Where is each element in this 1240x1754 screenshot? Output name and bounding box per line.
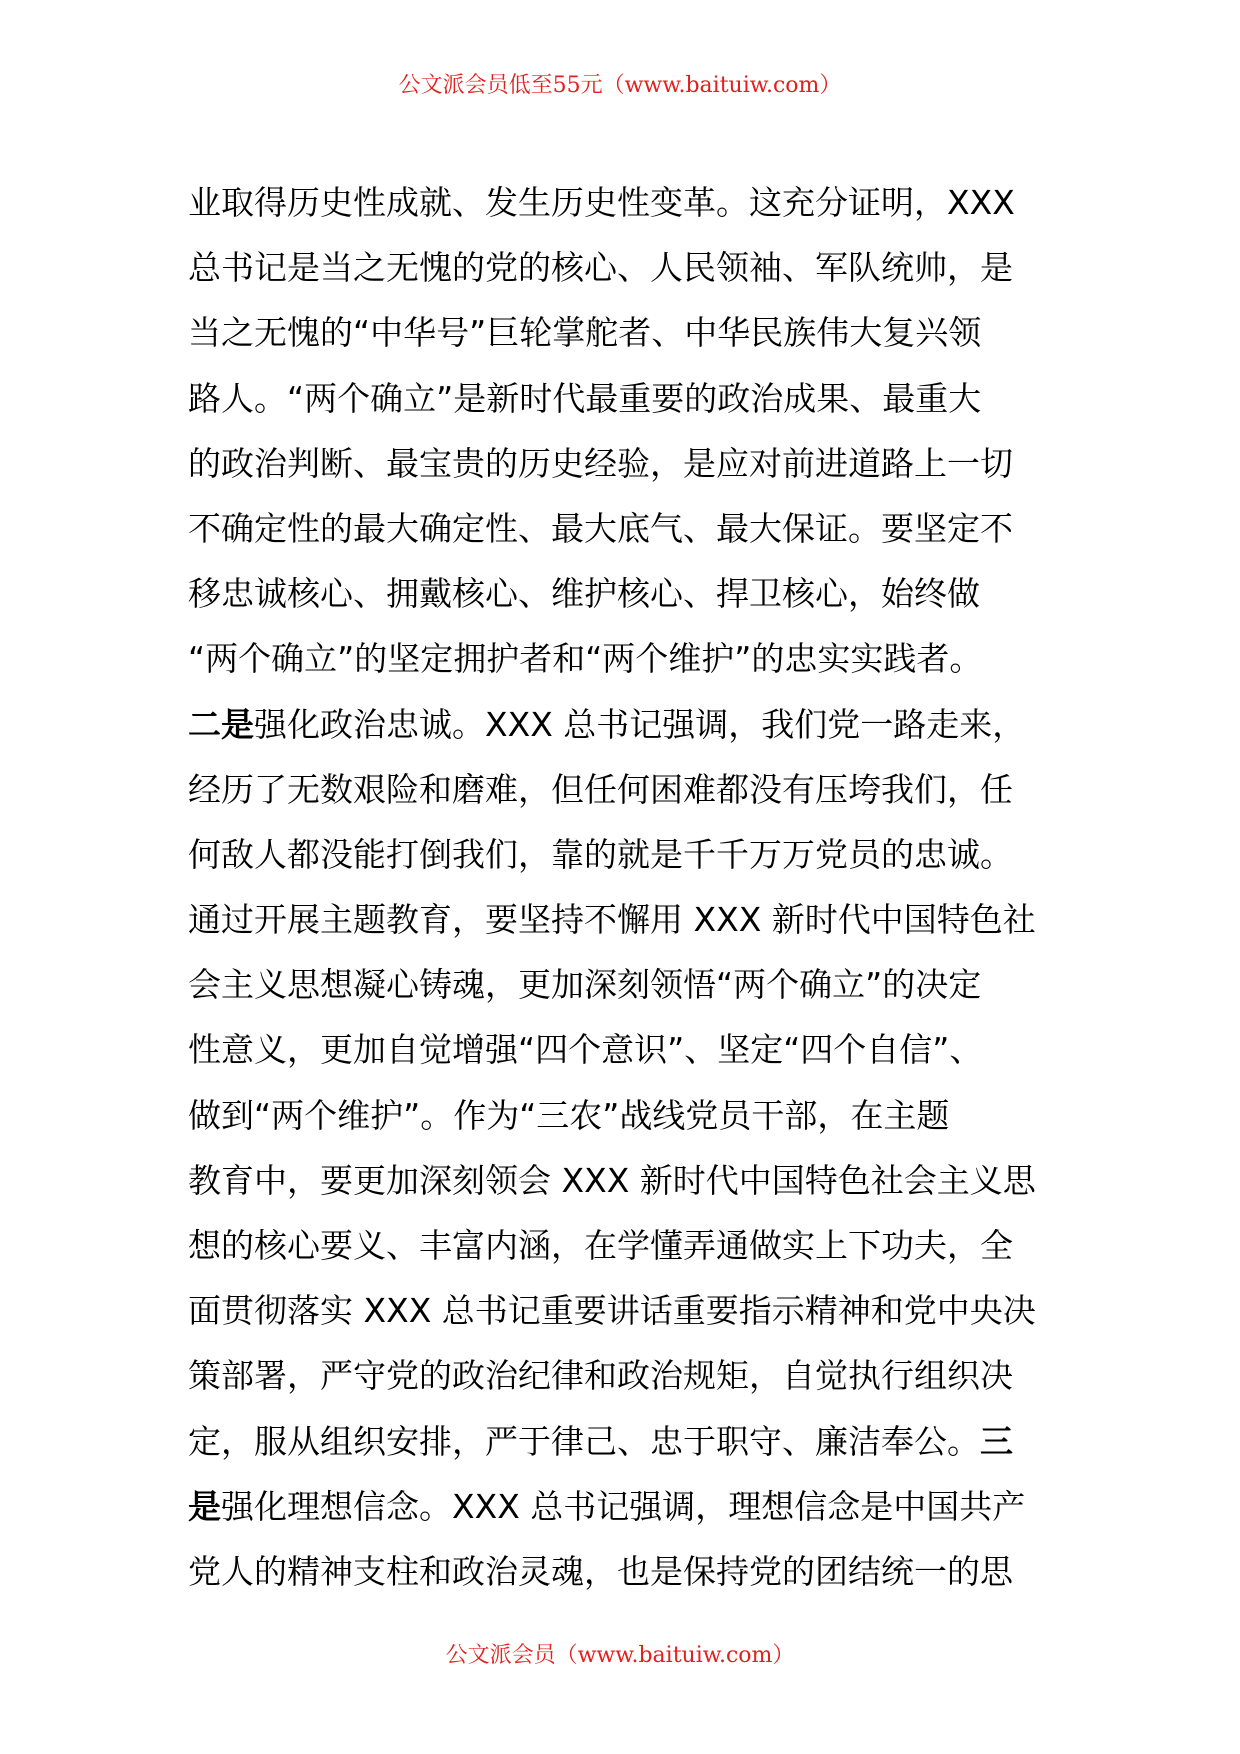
- text-line: [188, 1539, 1068, 1604]
- text-segment: 党人的精神支柱和政治灵魂，也是保持党的团结统一的思: [188, 1551, 1013, 1591]
- text-line: [188, 431, 1068, 496]
- text-segment: 经历了无数艰险和磨难，但任何困难都没有压垮我们，任: [188, 769, 1013, 809]
- text-segment: 业取得历史性成就、发生历史性变革。这充分证明，XXX: [188, 183, 1015, 222]
- text-line: [188, 366, 1068, 431]
- text-line: [188, 887, 1068, 952]
- text-line: [188, 757, 1068, 822]
- text-segment: 想的核心要义、丰富内涵，在学懂弄通做实上下功夫，全: [188, 1226, 1013, 1265]
- text-segment: 当之无愧的“中华号”巨轮掌舵者、中华民族伟大复兴领: [188, 313, 982, 353]
- text-segment: 强化理想信念。XXX 总书记强调，理想信念是中国共产: [221, 1486, 1026, 1526]
- text-line: [188, 1017, 1068, 1082]
- text-segment: 移忠诚核心、拥戴核心、维护核心、捍卫核心，始终做: [188, 574, 980, 614]
- text-line: [188, 1148, 1068, 1213]
- bold-text-segment: 三: [980, 1421, 1013, 1461]
- text-line: [188, 692, 1068, 757]
- header-banner: 公文派会员低至55元（www.baituiw.com）: [398, 73, 842, 98]
- footer-banner: 公文派会员（www.baituiw.com）: [445, 1643, 795, 1668]
- text-segment: 通过开展主题教育，要坚持不懈用 XXX 新时代中国特色社: [188, 900, 1036, 940]
- text-segment: 总书记是当之无愧的党的核心、人民领袖、军队统帅，是: [188, 248, 1013, 288]
- text-segment: 路人。“两个确立”是新时代最重要的政治成果、最重大: [188, 378, 982, 418]
- text-segment: 性意义，更加自觉增强“四个意识”、坚定“四个自信”、: [188, 1030, 983, 1070]
- text-line: [188, 626, 1068, 691]
- text-line: [188, 1474, 1068, 1539]
- text-line: [188, 561, 1068, 626]
- text-line: [188, 822, 1068, 887]
- text-line: [188, 1213, 1068, 1278]
- text-segment: 定，服从组织安排，严于律己、忠于职守、廉洁奉公。: [188, 1421, 980, 1461]
- text-line: [188, 235, 1068, 300]
- bold-text-segment: 是: [188, 1486, 221, 1526]
- text-segment: 不确定性的最大确定性、最大底气、最大保证。要坚定不: [188, 508, 1013, 548]
- text-segment: 的政治判断、最宝贵的历史经验，是应对前进道路上一切: [188, 443, 1013, 483]
- text-line: [188, 1409, 1068, 1474]
- text-line: [188, 170, 1068, 235]
- text-line: [188, 1083, 1068, 1148]
- text-line: [188, 300, 1068, 365]
- text-segment: 策部署，严守党的政治纪律和政治规矩，自觉执行组织决: [188, 1356, 1013, 1396]
- text-segment: “两个确立”的坚定拥护者和“两个维护”的忠实实践者。: [188, 639, 983, 679]
- text-segment: 何敌人都没能打倒我们，靠的就是千千万万党员的忠诚。: [188, 834, 1013, 874]
- text-line: [188, 1278, 1068, 1343]
- body-text: [188, 170, 1068, 1604]
- text-segment: 会主义思想凝心铸魂，更加深刻领悟“两个确立”的决定: [188, 965, 982, 1005]
- text-segment: 教育中，要更加深刻领会 XXX 新时代中国特色社会主义思: [188, 1160, 1036, 1200]
- text-segment: 做到“两个维护”。作为“三农”战线党员干部，在主题: [188, 1095, 950, 1135]
- text-segment: 强化政治忠诚。XXX 总书记强调，我们党一路走来，: [254, 704, 1026, 744]
- text-line: [188, 496, 1068, 561]
- text-line: [188, 1343, 1068, 1408]
- text-line: [188, 952, 1068, 1017]
- text-segment: 面贯彻落实 XXX 总书记重要讲话重要指示精神和党中央决: [188, 1291, 1036, 1331]
- bold-text-segment: 二是: [188, 704, 254, 744]
